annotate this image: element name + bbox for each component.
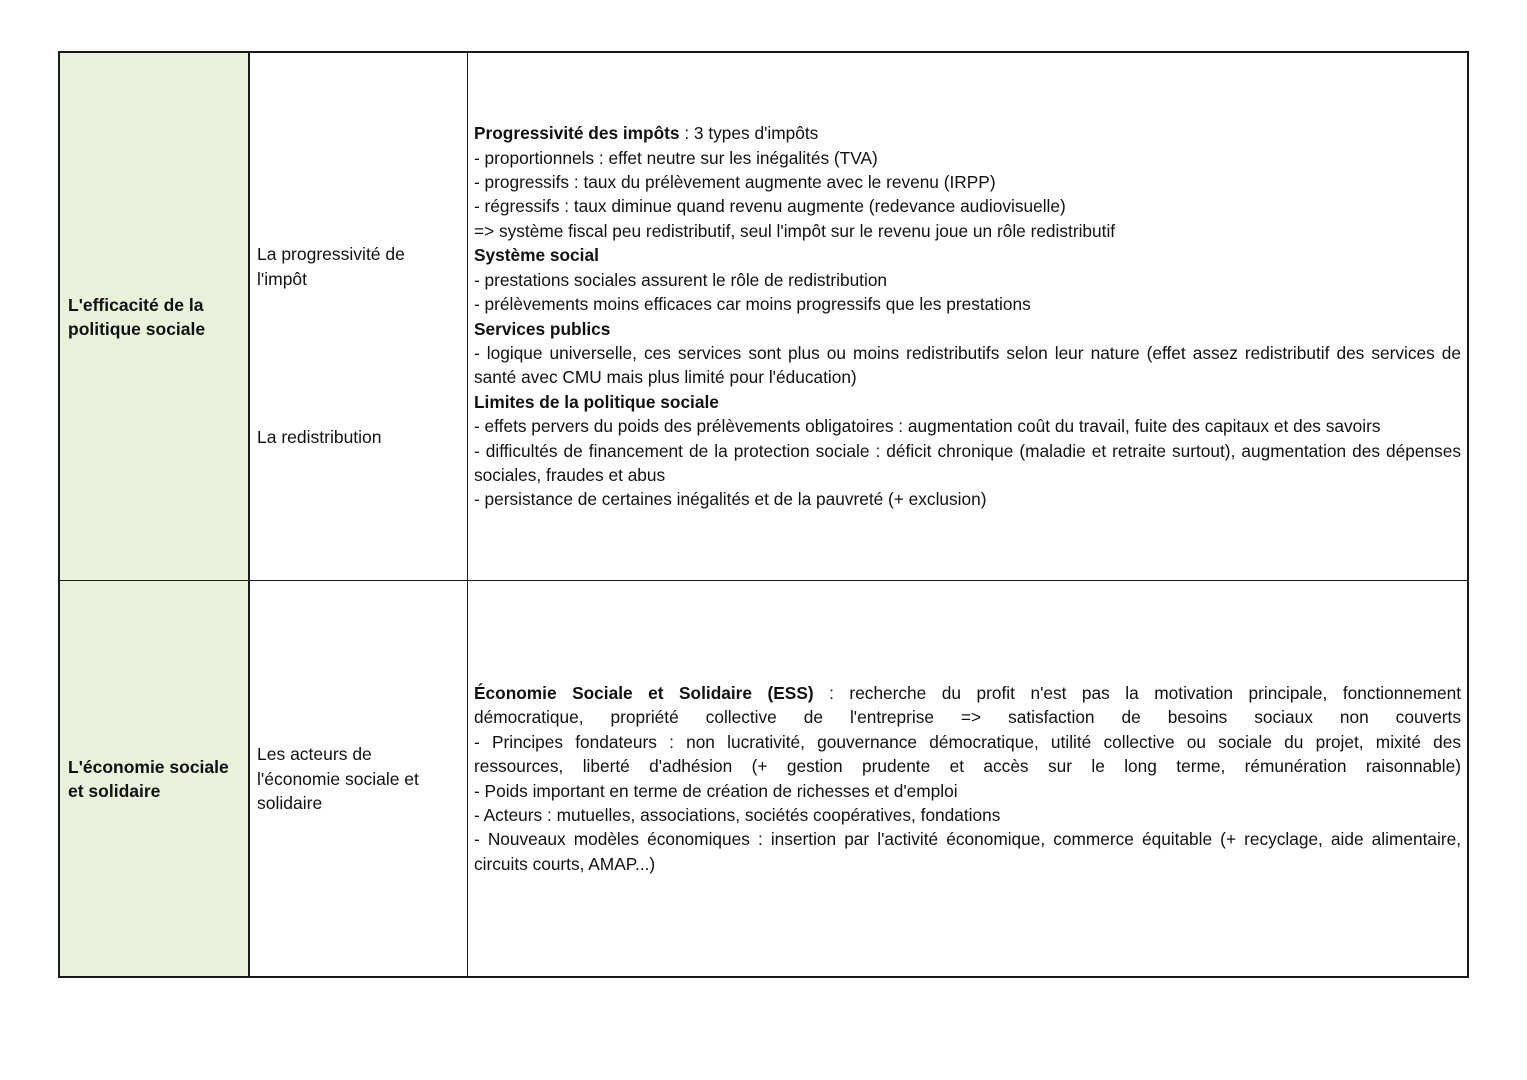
- theme-cell: [60, 581, 250, 976]
- section-heading: Services publics: [474, 318, 611, 339]
- subtheme-label: Les acteurs de l'économie sociale et solidaire: [257, 744, 419, 813]
- content-line: - prélèvements moins efficaces car moins progressifs que les prestations: [474, 294, 1031, 315]
- content-line: - Poids important en terme de création de richesses et d'emploi: [474, 780, 958, 801]
- content-line: => système fiscal peu redistributif, seul l'impôt sur le revenu joue un rôle redistributif: [474, 220, 1116, 241]
- content-line: - Principes fondateurs : non lucrativité, gouvernance démocratique, utilité collective ou sociale du projet, mixité des: [474, 731, 1461, 752]
- summary-table: [58, 51, 1469, 978]
- theme-label: L'efficacité de la politique sociale: [68, 294, 206, 339]
- content-line: Économie Sociale et Solidaire (ESS) : recherche du profit n'est pas la motivation principale, fonctionnement: [474, 682, 1461, 703]
- table-row: [60, 581, 1467, 976]
- section-heading: Limites de la politique sociale: [474, 391, 719, 412]
- content-line: - effets pervers du poids des prélèvements obligatoires : augmentation coût du travail, fuite des capitaux et des savoirs: [474, 416, 1381, 437]
- subtheme-label: La progressivité de l'impôt: [257, 244, 405, 289]
- section-heading: Économie Sociale et Solidaire (ESS): [474, 682, 814, 703]
- content-line: - proportionnels : effet neutre sur les inégalités (TVA): [474, 147, 878, 168]
- content-cell: [468, 53, 1467, 580]
- table-row: [60, 53, 1467, 581]
- content-paragraph: - logique universelle, ces services sont plus ou moins redistributifs selon leur nature (effet assez redistributif des services de santé avec CMU mais plus limité pour l'éducation): [474, 342, 1461, 388]
- subtheme-cell: [250, 53, 468, 580]
- content-paragraph: - difficultés de financement de la protection sociale : déficit chronique (maladie et retraite surtout), augmentation des dépenses sociales, fraudes et abus: [474, 440, 1461, 485]
- subtheme-cell: [250, 581, 468, 976]
- content-cell: [468, 581, 1467, 976]
- section-heading: Système social: [474, 245, 599, 266]
- content-line: démocratique, propriété collective de l'entreprise => satisfaction de besoins sociaux non couverts: [474, 707, 1461, 728]
- content-line: - progressifs : taux du prélèvement augmente avec le revenu (IRPP): [474, 172, 996, 193]
- theme-cell: [60, 53, 250, 580]
- content-line: - Acteurs : mutuelles, associations, sociétés coopératives, fondations: [474, 804, 1001, 825]
- content-line: ressources, liberté d'adhésion (+ gestion prudente et accès sur le long terme, rémunération raisonnable): [474, 756, 1461, 777]
- content-line: - prestations sociales assurent le rôle de redistribution: [474, 269, 888, 290]
- content-paragraph: - Nouveaux modèles économiques : insertion par l'activité économique, commerce équitable (+ recyclage, aide alimentaire, circuits courts, AMAP...): [474, 829, 1461, 874]
- section-heading: Progressivité des impôts: [474, 123, 680, 144]
- content-line: - régressifs : taux diminue quand revenu augmente (redevance audiovisuelle): [474, 196, 1066, 217]
- theme-label: L'économie sociale et solidaire: [68, 756, 229, 801]
- content-line: Progressivité des impôts : 3 types d'impôts: [474, 123, 819, 144]
- subtheme-label: La redistribution: [257, 427, 382, 447]
- content-line: - persistance de certaines inégalités et de la pauvreté (+ exclusion): [474, 489, 987, 510]
